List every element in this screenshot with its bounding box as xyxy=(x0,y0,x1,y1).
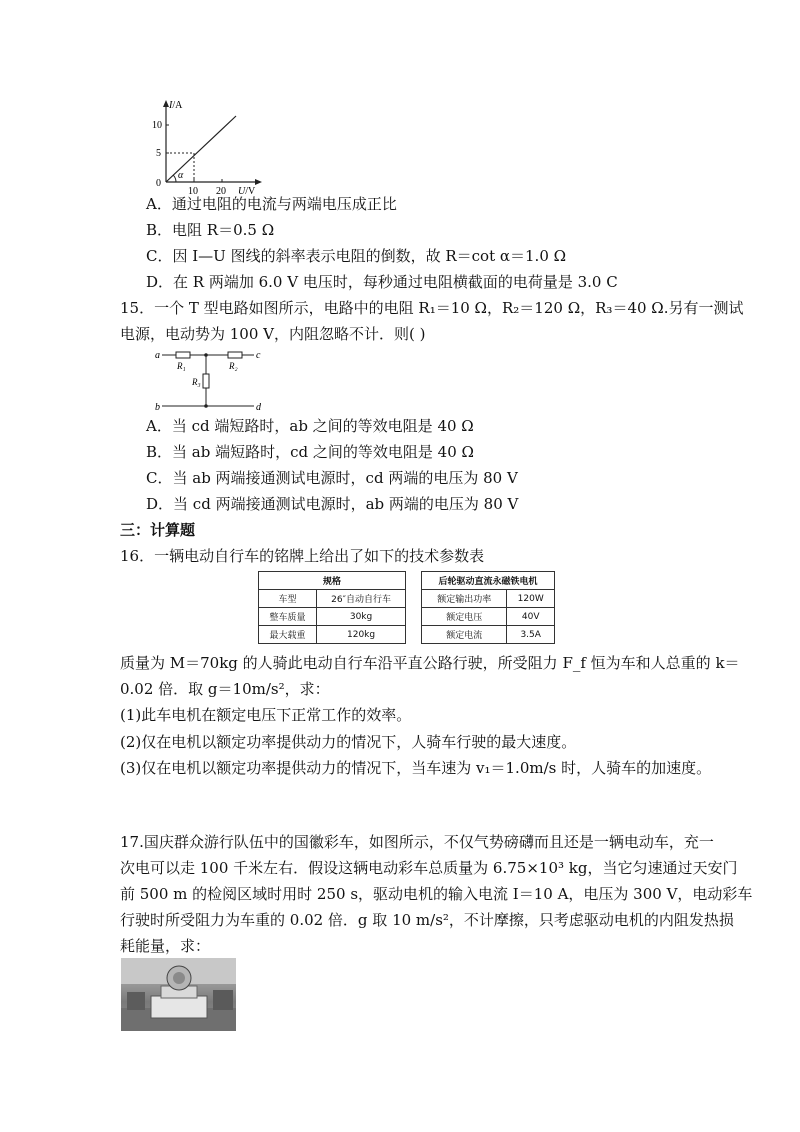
resistor-r2 xyxy=(228,352,242,358)
table-row: 额定输出功率 120W xyxy=(422,590,555,608)
x-tick-10: 10 xyxy=(188,186,198,197)
q15-stem-line2: 电源，电动势为 100 V，内阻忽略不计．则( ) xyxy=(120,325,426,343)
y-axis-label: I/A xyxy=(169,100,183,111)
q17-line5: 耗能量，求： xyxy=(120,937,211,955)
iu-graph xyxy=(150,98,270,198)
q16-para-line1: 质量为 M＝70kg 的人骑此电动自行车沿平直公路行驶，所受阻力 F_f 恒为车和人总重的 k＝ xyxy=(120,654,740,672)
spec-table-right xyxy=(421,571,555,644)
spec-table-left xyxy=(258,571,406,644)
origin-label: 0 xyxy=(156,178,161,189)
y-tick-10: 10 xyxy=(152,120,162,131)
table-row: 额定电流 3.5A xyxy=(422,626,555,644)
terminal-c: c xyxy=(256,350,261,361)
terminal-a: a xyxy=(155,350,160,361)
q14-option-a: A．通过电阻的电流与两端电压成正比 xyxy=(146,195,397,213)
resistor-r1 xyxy=(176,352,190,358)
q15-option-c: C．当 ab 两端接通测试电源时，cd 两端的电压为 80 V xyxy=(146,469,518,487)
q17-line1: 17.国庆群众游行队伍中的国徽彩车，如图所示，不仅气势磅礴而且还是一辆电动车，充一 xyxy=(120,833,714,851)
spec-right-header: 后轮驱动直流永磁铁电机 xyxy=(422,572,555,590)
terminal-d: d xyxy=(256,402,261,413)
angle-arc xyxy=(173,175,176,182)
q15-stem-line1: 15．一个 T 型电路如图所示，电路中的电阻 R₁＝10 Ω，R₂＝120 Ω，R₃＝40 Ω.另有一测试 xyxy=(120,299,744,317)
iu-line xyxy=(166,116,236,182)
table-row: 车型 26″自动自行车 xyxy=(259,590,406,608)
q14-option-b: B．电阻 R＝0.5 Ω xyxy=(146,221,275,239)
q16-stem: 16．一辆电动自行车的铭牌上给出了如下的技术参数表 xyxy=(120,547,485,565)
angle-label: α xyxy=(178,170,184,181)
y-tick-5: 5 xyxy=(156,148,161,159)
q16-para-line2: 0.02 倍．取 g＝10m/s²，求： xyxy=(120,680,330,698)
float-photo xyxy=(121,958,236,1031)
x-tick-20: 20 xyxy=(216,186,226,197)
label-r2: R₂ xyxy=(229,361,238,371)
q17-line2: 次电可以走 100 千米左右．假设这辆电动彩车总质量为 6.75×10³ kg，当它匀速通过天安门 xyxy=(120,859,738,877)
q16-sub-2: (2)仅在电机以额定功率提供动力的情况下，人骑车行驶的最大速度。 xyxy=(120,733,577,751)
x-axis-label: U/V xyxy=(238,186,256,197)
q17-line4: 行驶时所受阻力为车重的 0.02 倍．g 取 10 m/s²，不计摩擦，只考虑驱动电机的内阻发热损 xyxy=(120,911,734,929)
t-circuit-diagram xyxy=(154,346,266,414)
q15-option-a: A．当 cd 端短路时，ab 之间的等效电阻是 40 Ω xyxy=(146,417,474,435)
q15-option-d: D．当 cd 两端接通测试电源时，ab 两端的电压为 80 V xyxy=(146,495,519,513)
label-r3: R₃ xyxy=(192,377,201,387)
q15-option-b: B．当 ab 端短路时，cd 之间的等效电阻是 40 Ω xyxy=(146,443,474,461)
q16-sub-1: (1)此车电机在额定电压下正常工作的效率。 xyxy=(120,706,412,724)
spec-left-header: 规格 xyxy=(259,572,406,590)
q14-option-c: C．因 I—U 图线的斜率表示电阻的倒数，故 R＝cot α＝1.0 Ω xyxy=(146,247,567,265)
table-row: 最大载重 120kg xyxy=(259,626,406,644)
q14-option-d: D．在 R 两端加 6.0 V 电压时，每秒通过电阻横截面的电荷量是 3.0 C xyxy=(146,273,618,291)
section-title: 三：计算题 xyxy=(120,521,196,539)
q16-sub-3: (3)仅在电机以额定功率提供动力的情况下，当车速为 v₁＝1.0m/s 时，人骑车的加速度。 xyxy=(120,759,712,777)
q17-line3: 前 500 m 的检阅区域时用时 250 s，驱动电机的输入电流 I＝10 A，电压为 300 V，电动彩车 xyxy=(120,885,753,903)
table-row: 整车质量 30kg xyxy=(259,608,406,626)
terminal-b: b xyxy=(155,402,160,413)
table-row: 额定电压 40V xyxy=(422,608,555,626)
x-axis-arrow xyxy=(255,179,262,185)
label-r1: R₁ xyxy=(177,361,186,371)
resistor-r3 xyxy=(203,374,209,388)
